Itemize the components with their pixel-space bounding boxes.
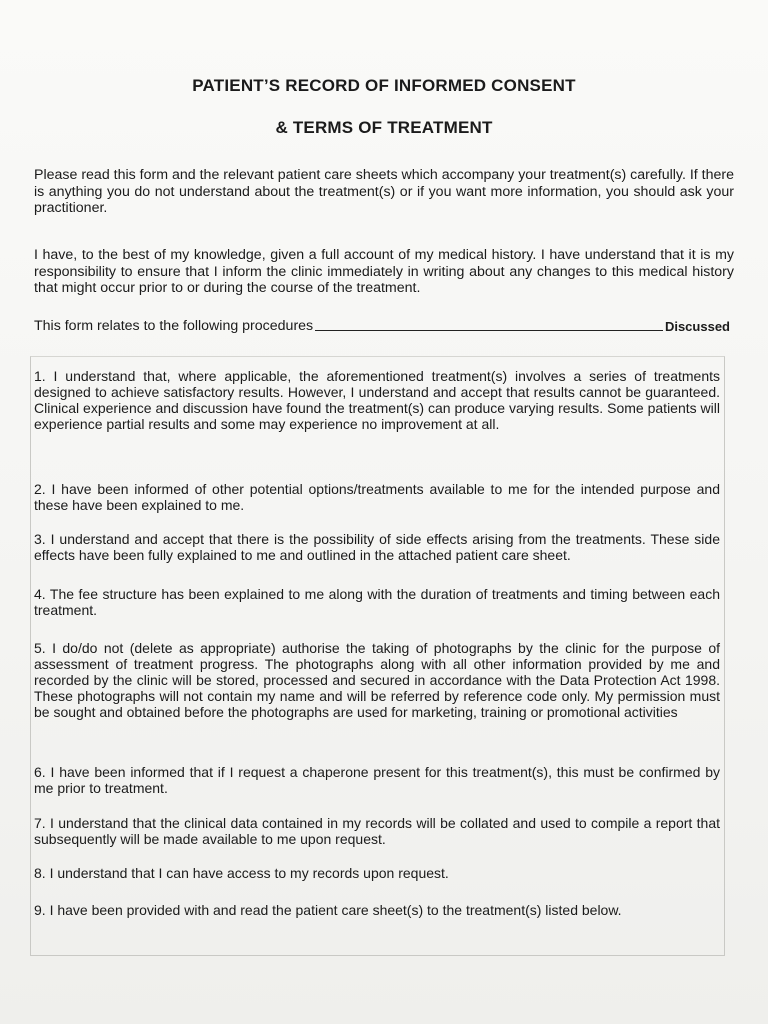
procedures-discussed-label: Discussed <box>664 319 730 334</box>
term-item-8: 8. I understand that I can have access to my records upon request. <box>34 865 449 881</box>
procedures-label: This form relates to the following procedures <box>34 318 314 334</box>
term-item-7: 7. I understand that the clinical data contained in my records will be collated and used to compile a report that subsequently will be made available to me upon request. <box>34 815 720 847</box>
intro-paragraph: Please read this form and the relevant patient care sheets which accompany your treatment(s) carefully. If there is anything you do not understand about the treatment(s) or if you want more information, you should ask your practitioner. <box>34 167 734 216</box>
form-title-line-1: PATIENT’S RECORD OF INFORMED CONSENT <box>192 76 576 95</box>
term-item-1: 1. I understand that, where applicable, the aforementioned treatment(s) involves a series of treatments designed to achieve satisfactory results. However, I understand and accept that results cannot be guaranteed. Clinical experience and discussion have found the treatment(s) can produce varying results. Some patients will experience partial results and some may experience no improvement at all. <box>34 368 720 432</box>
term-item-6: 6. I have been informed that if I request a chaperone present for this treatment(s), this must be confirmed by me prior to treatment. <box>34 764 720 796</box>
procedures-blank-line[interactable] <box>315 316 663 331</box>
medical-history-paragraph: I have, to the best of my knowledge, given a full account of my medical history. I have understand that it is my responsibility to ensure that I inform the clinic immediately in writing about any changes to this medical history that might occur prior to or during the course of the treatment. <box>34 247 734 296</box>
term-item-2: 2. I have been informed of other potential options/treatments available to me for the intended purpose and these have been explained to me. <box>34 481 720 513</box>
form-title-line-2: & TERMS OF TREATMENT <box>275 118 493 137</box>
term-item-3: 3. I understand and accept that there is the possibility of side effects arising from the treatments. These side effects have been fully explained to me and outlined in the attached patient care sheet. <box>34 531 720 563</box>
term-item-9: 9. I have been provided with and read the patient care sheet(s) to the treatment(s) listed below. <box>34 902 622 918</box>
term-item-4: 4. The fee structure has been explained to me along with the duration of treatments and timing between each treatment. <box>34 586 720 618</box>
term-item-5: 5. I do/do not (delete as appropriate) authorise the taking of photographs by the clinic for the purpose of assessment of treatment progress. The photographs along with all other information provided by me and recorded by the clinic will be stored, processed and secured in accordance with the Data Protection Act 1998. These photographs will not contain my name and will be referred by reference code only. My permission must be sought and obtained before the photographs are used for marketing, training or promotional activities <box>34 640 720 720</box>
procedures-row <box>34 316 730 334</box>
